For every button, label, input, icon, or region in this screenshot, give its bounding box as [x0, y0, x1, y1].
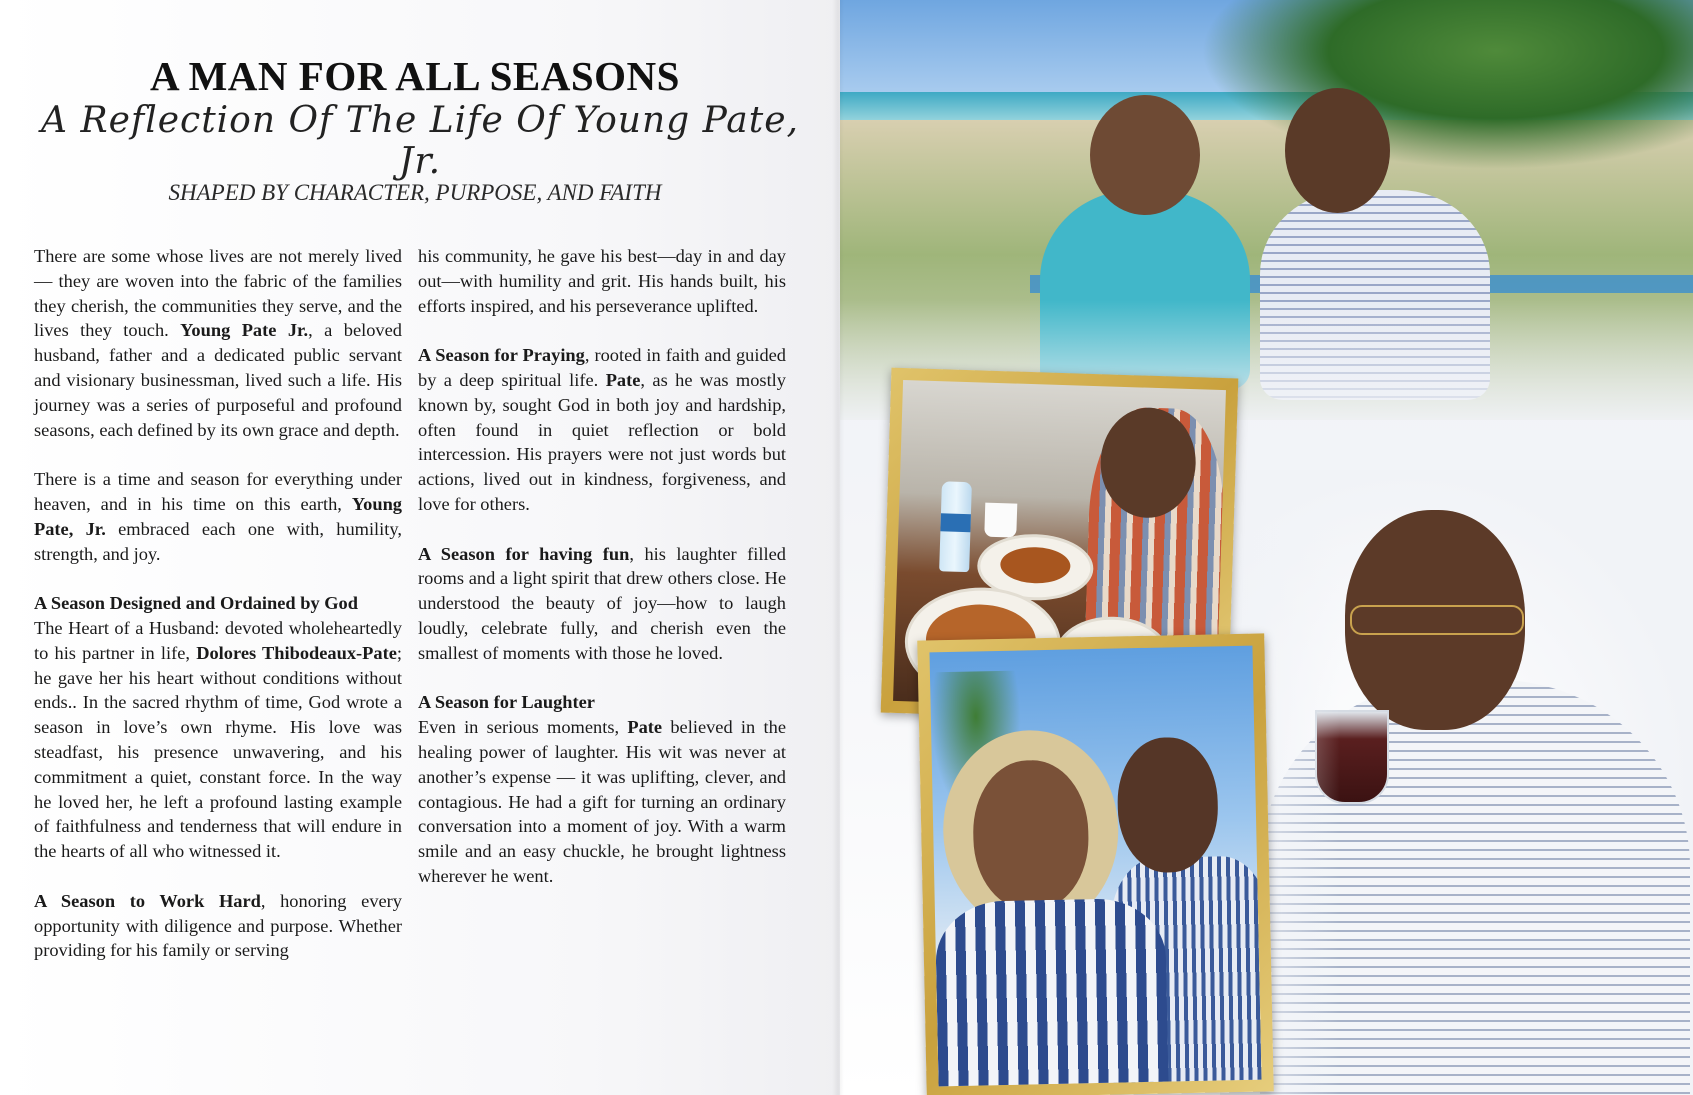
portrait-photo: [1220, 470, 1693, 1095]
water-bottle: [939, 481, 972, 572]
left-page: [0, 0, 840, 1095]
beach-couple-photo: [840, 0, 1693, 420]
season-paragraph: There is a time and season for everything under heaven, and in his time on this earth, Young Pate, Jr. embraced each one with, humility, strength, and joy.: [34, 469, 402, 564]
palm-tree: [1200, 0, 1693, 170]
selfie-photo: [917, 633, 1274, 1095]
section-praying: A Season for Praying, rooted in faith and guided by a deep spiritual life. Pate, as he was mostly known by, sought God in both joy and hardship, often found in quiet reflection or bold intercession. His prayers were not just words but actions, lived out in kindness, forgiveness, and love for others.: [418, 345, 786, 514]
text-column-right: [418, 244, 786, 914]
section-laughter: A Season for Laughter Even in serious moments, Pate believed in the healing power of laughter. His wit was never at another’s expense — it was uplifting, clever, and contagious. He had a gift for turning an ordinary conversation into a moment of joy. With a warm smile and an easy chuckle, he brought lightness wherever he went.: [418, 692, 786, 886]
page-gutter: [832, 0, 844, 1095]
script-subtitle: A Reflection Of The Life Of Young Pate, Jr.: [41, 100, 799, 182]
text-column-left: [34, 244, 402, 988]
section-heading: A Season for Praying: [418, 345, 585, 366]
section-heading: A Season Designed and Ordained by God: [34, 593, 358, 614]
right-page: [840, 0, 1693, 1095]
section-heading: A Season for Laughter: [418, 692, 595, 713]
tagline: SHAPED BY CHARACTER, PURPOSE, AND FAITH: [168, 180, 662, 205]
intro-paragraph: There are some whose lives are not merely lived — they are woven into the fabric of the families they cherish, the communities they serve, and the lives they touch. Young Pate Jr., a beloved husband, father and a dedicated public servant and visionary businessman, lived such a life. His journey was a series of purposeful and profound seasons, each defined by its own grace and depth.: [34, 246, 402, 440]
section-having-fun: A Season for having fun, his laughter filled rooms and a light spirit that drew others close. He understood the beauty of joy—how to laugh loudly, celebrate fully, and cherish even the smallest of moments with those he loved.: [418, 543, 786, 663]
work-hard-continued: his community, he gave his best—day in and day out—with humility and grit. His hands built, his efforts inspired, and his perseverance uplifted.: [418, 246, 786, 316]
section-heading: A Season for having fun: [418, 543, 630, 564]
section-heading: A Season to Work Hard: [34, 890, 261, 911]
section-designed-by-god: A Season Designed and Ordained by God The Heart of a Husband: devoted wholeheartedly to his partner in life, Dolores Thibodeaux-Pate; he gave her his heart without conditions without ends.. In the sacred rhythm of time, God wrote a season in love’s own rhyme. His love was steadfast, his presence unwavering, and his commitment a quiet, constant force. In the way he loved her, he left a profound lasting example of faithfulness and tenderness that will endure in the hearts of all who witnessed it.: [34, 593, 402, 862]
section-work-hard: A Season to Work Hard, honoring every opportunity with diligence and purpose. Whether providing for his family or serving: [34, 890, 402, 961]
page-title: A MAN FOR ALL SEASONS: [150, 53, 680, 99]
